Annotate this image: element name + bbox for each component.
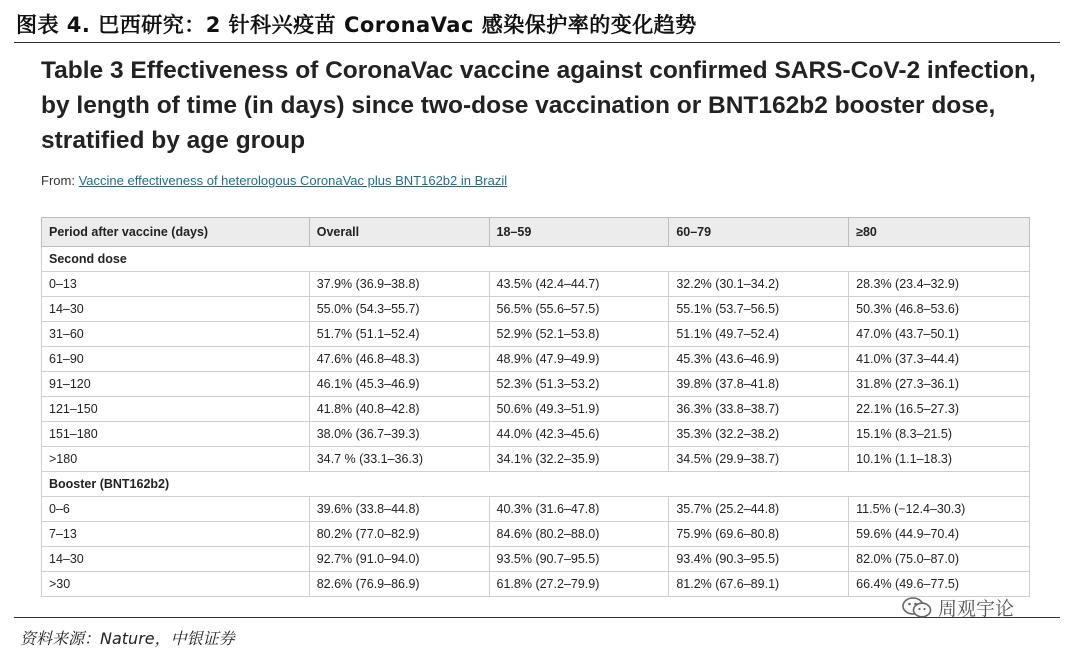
column-header-period: Period after vaccine (days) bbox=[42, 218, 310, 247]
period-cell: 14–30 bbox=[42, 297, 310, 322]
table-row bbox=[42, 347, 1030, 372]
effectiveness-cell: 32.2% (30.1–34.2) bbox=[669, 272, 849, 297]
effectiveness-cell: 61.8% (27.2–79.9) bbox=[489, 572, 669, 597]
effectiveness-cell: 51.1% (49.7–52.4) bbox=[669, 322, 849, 347]
effectiveness-cell: 39.6% (33.8–44.8) bbox=[309, 497, 489, 522]
effectiveness-cell: 15.1% (8.3–21.5) bbox=[849, 422, 1030, 447]
effectiveness-cell: 82.6% (76.9–86.9) bbox=[309, 572, 489, 597]
table-body bbox=[42, 247, 1030, 597]
from-label: From: bbox=[41, 173, 75, 188]
effectiveness-cell: 40.3% (31.6–47.8) bbox=[489, 497, 669, 522]
effectiveness-cell: 34.7 % (33.1–36.3) bbox=[309, 447, 489, 472]
period-cell: >180 bbox=[42, 447, 310, 472]
table-row bbox=[42, 397, 1030, 422]
effectiveness-cell: 59.6% (44.9–70.4) bbox=[849, 522, 1030, 547]
effectiveness-cell: 44.0% (42.3–45.6) bbox=[489, 422, 669, 447]
watermark bbox=[902, 594, 1014, 621]
table-title: Table 3 Effectiveness of CoronaVac vaccine against confirmed SARS-CoV-2 infection, by length of time (in days) since two-dose vaccination or BNT162b2 booster dose, stratified by age group bbox=[41, 57, 1036, 154]
effectiveness-cell: 41.8% (40.8–42.8) bbox=[309, 397, 489, 422]
table-row bbox=[42, 447, 1030, 472]
effectiveness-cell: 52.3% (51.3–53.2) bbox=[489, 372, 669, 397]
source-note: 资料来源：Nature，中银证券 bbox=[20, 629, 235, 648]
table-row bbox=[42, 322, 1030, 347]
effectiveness-cell: 38.0% (36.7–39.3) bbox=[309, 422, 489, 447]
effectiveness-cell: 50.6% (49.3–51.9) bbox=[489, 397, 669, 422]
table-row bbox=[42, 497, 1030, 522]
effectiveness-cell: 56.5% (55.6–57.5) bbox=[489, 297, 669, 322]
effectiveness-cell: 80.2% (77.0–82.9) bbox=[309, 522, 489, 547]
period-cell: 7–13 bbox=[42, 522, 310, 547]
effectiveness-cell: 31.8% (27.3–36.1) bbox=[849, 372, 1030, 397]
section-row bbox=[42, 472, 1030, 497]
effectiveness-cell: 22.1% (16.5–27.3) bbox=[849, 397, 1030, 422]
table-row bbox=[42, 572, 1030, 597]
effectiveness-cell: 10.1% (1.1–18.3) bbox=[849, 447, 1030, 472]
effectiveness-cell: 47.6% (46.8–48.3) bbox=[309, 347, 489, 372]
effectiveness-cell: 93.5% (90.7–95.5) bbox=[489, 547, 669, 572]
period-cell: 31–60 bbox=[42, 322, 310, 347]
effectiveness-cell: 75.9% (69.6–80.8) bbox=[669, 522, 849, 547]
effectiveness-cell: 39.8% (37.8–41.8) bbox=[669, 372, 849, 397]
column-header-age-18-59: 18–59 bbox=[489, 218, 669, 247]
effectiveness-cell: 35.7% (25.2–44.8) bbox=[669, 497, 849, 522]
column-header-age-60-79: 60–79 bbox=[669, 218, 849, 247]
effectiveness-cell: 55.0% (54.3–55.7) bbox=[309, 297, 489, 322]
period-cell: 61–90 bbox=[42, 347, 310, 372]
period-cell: 91–120 bbox=[42, 372, 310, 397]
column-header-overall: Overall bbox=[309, 218, 489, 247]
table-row bbox=[42, 372, 1030, 397]
effectiveness-cell: 52.9% (52.1–53.8) bbox=[489, 322, 669, 347]
effectiveness-cell: 92.7% (91.0–94.0) bbox=[309, 547, 489, 572]
column-header-age-80-plus: ≥80 bbox=[849, 218, 1030, 247]
effectiveness-cell: 11.5% (−12.4–30.3) bbox=[849, 497, 1030, 522]
effectiveness-cell: 47.0% (43.7–50.1) bbox=[849, 322, 1030, 347]
period-cell: 14–30 bbox=[42, 547, 310, 572]
effectiveness-cell: 55.1% (53.7–56.5) bbox=[669, 297, 849, 322]
effectiveness-cell: 35.3% (32.2–38.2) bbox=[669, 422, 849, 447]
figure-title: 图表 4. 巴西研究：2 针科兴疫苗 CoronaVac 感染保护率的变化趋势 bbox=[16, 13, 697, 37]
effectiveness-cell: 36.3% (33.8–38.7) bbox=[669, 397, 849, 422]
effectiveness-cell: 66.4% (49.6–77.5) bbox=[849, 572, 1030, 597]
table-row bbox=[42, 522, 1030, 547]
period-cell: 0–13 bbox=[42, 272, 310, 297]
table-row bbox=[42, 547, 1030, 572]
effectiveness-cell: 28.3% (23.4–32.9) bbox=[849, 272, 1030, 297]
figure-header bbox=[14, 6, 1060, 43]
period-cell: 0–6 bbox=[42, 497, 310, 522]
watermark-text: 周观宇论 bbox=[938, 598, 1015, 620]
effectiveness-cell: 46.1% (45.3–46.9) bbox=[309, 372, 489, 397]
table-row bbox=[42, 272, 1030, 297]
period-cell: 121–150 bbox=[42, 397, 310, 422]
effectiveness-cell: 81.2% (67.6–89.1) bbox=[669, 572, 849, 597]
effectiveness-cell: 50.3% (46.8–53.6) bbox=[849, 297, 1030, 322]
period-cell: 151–180 bbox=[42, 422, 310, 447]
section-label: Booster (BNT162b2) bbox=[42, 472, 1030, 497]
table-header-row bbox=[42, 218, 1030, 247]
effectiveness-cell: 43.5% (42.4–44.7) bbox=[489, 272, 669, 297]
section-label: Second dose bbox=[42, 247, 1030, 272]
effectiveness-cell: 84.6% (80.2–88.0) bbox=[489, 522, 669, 547]
effectiveness-cell: 34.5% (29.9–38.7) bbox=[669, 447, 849, 472]
source-article-link[interactable]: Vaccine effectiveness of heterologous CoronaVac plus BNT162b2 in Brazil bbox=[78, 173, 508, 188]
effectiveness-cell: 37.9% (36.9–38.8) bbox=[309, 272, 489, 297]
effectiveness-cell: 48.9% (47.9–49.9) bbox=[489, 347, 669, 372]
period-cell: >30 bbox=[42, 572, 310, 597]
effectiveness-cell: 82.0% (75.0–87.0) bbox=[849, 547, 1030, 572]
effectiveness-table bbox=[41, 217, 1030, 597]
effectiveness-cell: 93.4% (90.3–95.5) bbox=[669, 547, 849, 572]
table-row bbox=[42, 422, 1030, 447]
effectiveness-cell: 41.0% (37.3–44.4) bbox=[849, 347, 1030, 372]
effectiveness-cell: 34.1% (32.2–35.9) bbox=[489, 447, 669, 472]
section-row bbox=[42, 247, 1030, 272]
source-article-line bbox=[41, 173, 507, 188]
effectiveness-cell: 45.3% (43.6–46.9) bbox=[669, 347, 849, 372]
wechat-icon bbox=[902, 596, 932, 620]
table-row bbox=[42, 297, 1030, 322]
effectiveness-cell: 51.7% (51.1–52.4) bbox=[309, 322, 489, 347]
